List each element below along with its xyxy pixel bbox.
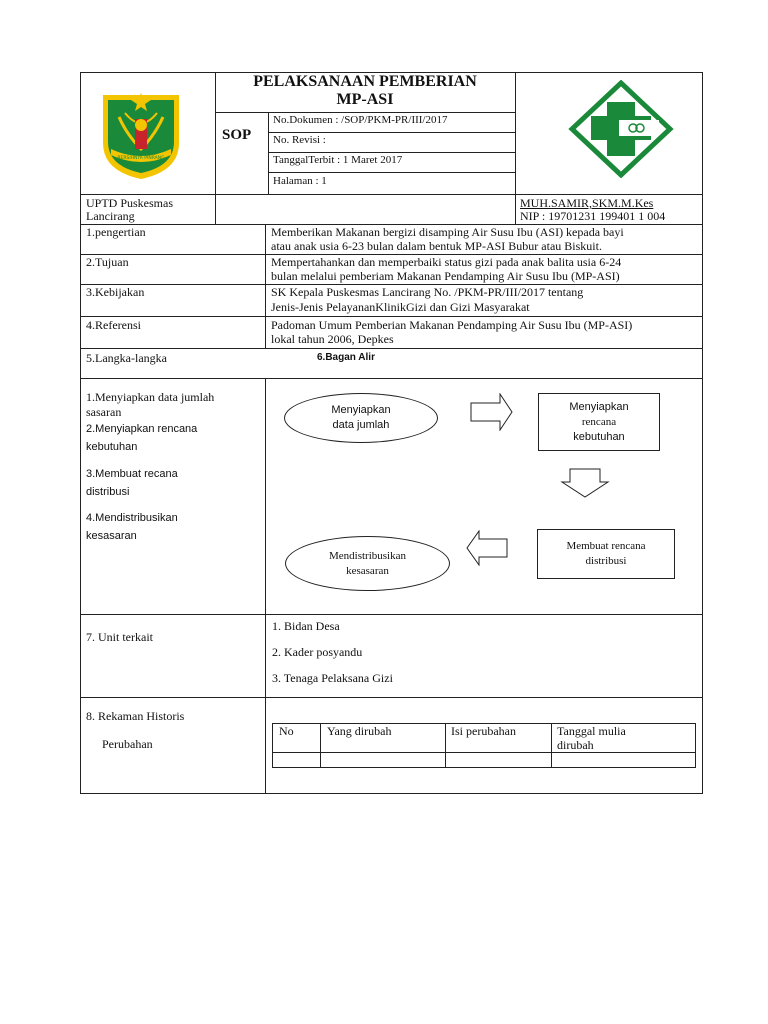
grid-line <box>80 316 703 317</box>
logo-motto: BERSIHNYA PINRANG <box>117 156 165 161</box>
organization-name-line2: Lancirang <box>86 209 135 223</box>
issue-date: TanggalTerbit : 1 Maret 2017 <box>273 154 403 166</box>
grid-line <box>268 172 515 173</box>
arrow-down-icon <box>560 468 610 498</box>
document-title-line1: PELAKSANAAN PEMBERIAN <box>253 73 477 90</box>
revision-number: No. Revisi : <box>273 134 326 146</box>
flow-node-text: data jumlah <box>332 419 390 431</box>
organization-name: UPTD Puskesmas <box>86 196 174 210</box>
pengertian-label: 1.pengertian <box>86 225 146 239</box>
langkah-label: 5.Langka-langka <box>86 351 167 365</box>
grid-line <box>268 112 269 194</box>
grid-line <box>80 378 703 379</box>
kebijakan-text-line2: Jenis-Jenis PelayananKlinikGizi dan Gizi Masyarakat <box>271 300 530 314</box>
history-label: 8. Rekaman Historis <box>86 709 185 723</box>
step-2: 2.Menyiapkan rencana <box>86 423 198 435</box>
grid-line <box>80 348 703 349</box>
step-4: 4.Mendistribusikan <box>86 512 178 524</box>
unit-label: 7. Unit terkait <box>86 630 153 644</box>
unit-item: 1. Bidan Desa <box>272 619 340 633</box>
flow-node-text: Mendistribusikan <box>329 549 406 562</box>
grid-line <box>515 72 516 224</box>
grid-line <box>80 614 703 615</box>
table-header-date: Tanggal mulia <box>557 724 626 738</box>
flow-node-text: kebutuhan <box>573 430 625 443</box>
puskesmas-cross-icon <box>567 80 675 178</box>
flow-node-text: kesasaran <box>346 564 389 577</box>
referensi-text: Padoman Umum Pemberian Makanan Pendamping Air Susu Ibu (MP-ASI) <box>271 318 633 332</box>
flow-node-prepare-data <box>284 393 438 443</box>
right-logo <box>567 80 675 178</box>
table-header-date-line2: dirubah <box>557 738 594 752</box>
flow-node-make-plan <box>537 529 675 579</box>
page-number: Halaman : 1 <box>273 175 327 187</box>
flow-node-distribute <box>285 536 450 591</box>
kebijakan-text: SK Kepala Puskesmas Lancirang No. /PKM-PR/III/2017 tentang <box>271 285 584 299</box>
table-header-no: No <box>279 724 294 738</box>
unit-item: 3. Tenaga Pelaksana Gizi <box>272 671 393 685</box>
history-label-line2: Perubahan <box>102 737 153 751</box>
step-1: 1.Menyiapkan data jumlah <box>86 390 215 404</box>
pengertian-text: Memberikan Makanan bergizi disamping Air Susu Ibu (ASI) kepada bayi <box>271 225 624 239</box>
pengertian-text-line2: atau anak usia 6-23 bulan dalam bentuk MP-ASI Bubur atau Biskuit. <box>271 239 602 253</box>
tujuan-label: 2.Tujuan <box>86 255 129 269</box>
step-4-line2: kesasaran <box>86 530 137 542</box>
document-title-line2: MP-ASI <box>336 91 394 108</box>
document-number: No.Dokumen : /SOP/PKM-PR/III/2017 <box>273 114 448 126</box>
flow-node-text: Menyiapkan <box>569 400 629 413</box>
signer-nip: NIP : 19701231 199401 1 004 <box>520 209 666 223</box>
grid-line <box>80 194 703 195</box>
arrow-left-icon <box>466 530 508 566</box>
flow-node-text: rencana <box>581 415 617 428</box>
flow-node-prepare-plan <box>538 393 660 451</box>
referensi-text-line2: lokal tahun 2006, Depkes <box>271 332 394 346</box>
sop-label: SOP <box>222 127 252 143</box>
table-row-divider <box>272 752 696 753</box>
step-3-line2: distribusi <box>86 486 130 498</box>
shield-emblem-icon <box>97 85 185 181</box>
flow-node-text: distribusi <box>585 555 627 567</box>
step-1-line2: sasaran <box>86 405 122 419</box>
table-header-changed: Yang dirubah <box>327 724 392 738</box>
grid-line <box>80 697 703 698</box>
referensi-label: 4.Referensi <box>86 318 141 332</box>
table-header-content: Isi perubahan <box>451 724 516 738</box>
grid-line <box>265 378 266 794</box>
signer-name: MUH.SAMIR,SKM.M.Kes <box>520 196 654 210</box>
unit-item: 2. Kader posyandu <box>272 645 363 659</box>
bagan-alir-label: 6.Bagan Alir <box>317 352 375 363</box>
kebijakan-label: 3.Kebijakan <box>86 285 145 299</box>
flow-node-text: Membuat rencana <box>566 540 646 552</box>
tujuan-text: Mempertahankan dan memperbaiki status gizi pada anak balita usia 6-24 <box>271 255 622 269</box>
table-col-divider <box>551 723 552 768</box>
table-col-divider <box>445 723 446 768</box>
flow-node-text: Menyiapkan <box>331 404 391 416</box>
left-logo <box>97 85 185 181</box>
step-3: 3.Membuat recana <box>86 468 178 480</box>
arrow-right-icon <box>470 393 514 431</box>
table-col-divider <box>320 723 321 768</box>
step-2-line2: kebutuhan <box>86 441 138 453</box>
grid-line <box>265 224 266 348</box>
tujuan-text-line2: bulan melalui pemberiam Makanan Pendamping Air Susu Ibu (MP-ASI) <box>271 269 620 283</box>
